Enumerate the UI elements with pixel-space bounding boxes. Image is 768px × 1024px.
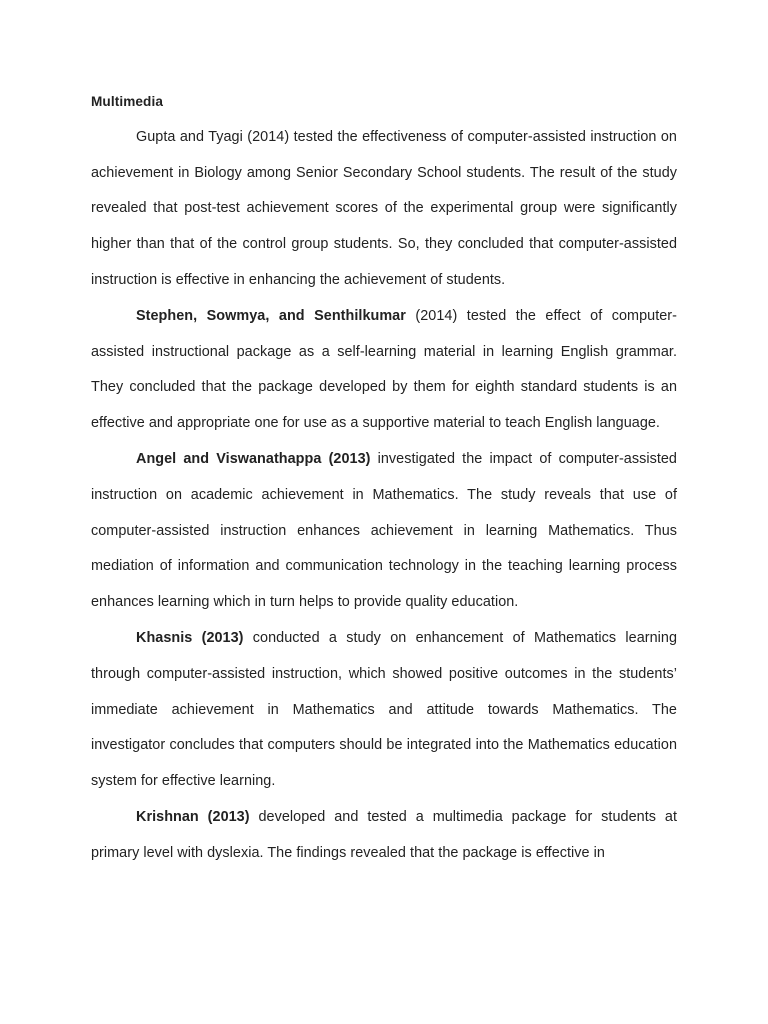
paragraph-angel-viswanathappa	[91, 442, 677, 621]
section-heading: Multimedia	[91, 94, 163, 109]
document-body	[91, 84, 677, 872]
paragraph-text: developed and tested a multimedia package for students at primary level with dyslexia. The findings revealed that the package is effective in	[91, 808, 677, 861]
paragraph-author: Stephen, Sowmya, and Senthilkumar	[136, 307, 406, 324]
paragraph-khasnis	[91, 621, 677, 800]
paragraph-text: conducted a study on enhancement of Mathematics learning through computer-assisted instruction, which showed positive outcomes in the students’ immediate achievement in Mathematics and attitude towards Mathematics. The investigator concludes that computers should be integrated into the Mathematics education system for effective learning.	[91, 629, 677, 790]
paragraph-gupta-tyagi	[91, 120, 677, 299]
paragraph-text: Gupta and Tyagi (2014) tested the effectiveness of computer-assisted instruction on achievement in Biology among Senior Secondary School students. The result of the study revealed that post-test achievement scores of the experimental group were significantly higher than that of the control group students. So, they concluded that computer-assisted instruction is effective in enhancing the achievement of students.	[91, 128, 677, 288]
paragraph-author: Khasnis (2013)	[136, 629, 244, 646]
paragraph-stephen-sowmya-senthilkumar	[91, 299, 677, 442]
paragraph-text: investigated the impact of computer-assisted instruction on academic achievement in Mathematics. The study reveals that use of computer-assisted instruction enhances achievement in learning Mathematics. Thus mediation of information and communication technology in the teaching learning process enhances learning which in turn helps to provide quality education.	[91, 450, 677, 611]
paragraph-author: Krishnan (2013)	[136, 808, 250, 825]
paragraph-krishnan	[91, 800, 677, 872]
paragraph-author: Angel and Viswanathappa (2013)	[136, 450, 371, 467]
paragraph-text: (2014) tested the effect of computer-assisted instructional package as a self-learning material in learning English grammar. They concluded that the package developed by them for eighth standard students is an effective and appropriate one for use as a supportive material to teach English language.	[91, 307, 677, 432]
